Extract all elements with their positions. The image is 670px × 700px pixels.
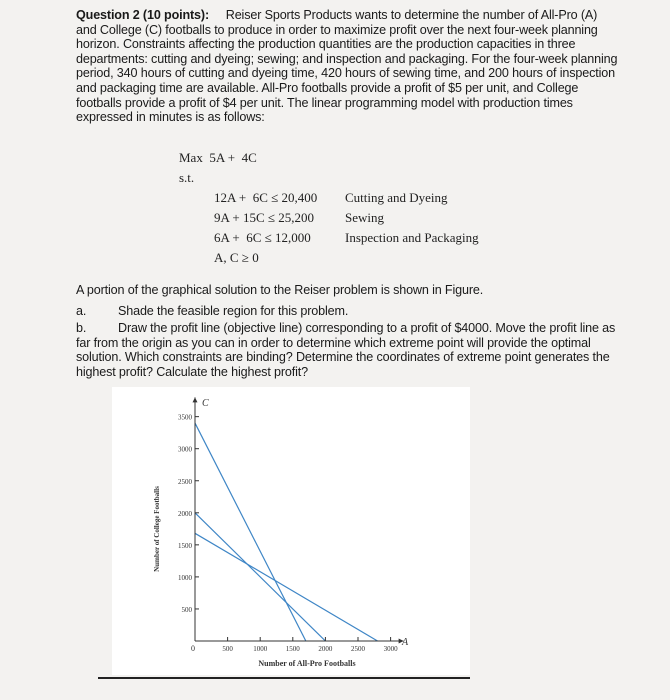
constraint-expression: 12A + 6C ≤ 20,400 (214, 190, 318, 205)
x-tick-label: 500 (222, 645, 233, 653)
x-tick-label: 2500 (351, 645, 365, 653)
origin-label: 0 (191, 644, 195, 653)
y-tick-label: 500 (181, 605, 192, 614)
task-a (76, 304, 616, 319)
y-tick-label: 1000 (178, 573, 192, 582)
constraint-expression: 9A + 15C ≤ 25,200 (214, 210, 315, 225)
constraint-label: Cutting and Dyeing (345, 190, 448, 205)
subject-to-label: s.t. (179, 170, 195, 185)
tasks-intro: A portion of the graphical solution to the Reiser problem is shown in Figure. (76, 283, 484, 297)
constraint-row (214, 210, 479, 230)
task-b-text: Draw the profit line (objective line) corresponding to a profit of $4000. Move the profit line as far from the origin as you can in order to determine which extreme point will provide the optimal solution. Which constraints are binding? Determine the coordinates of extreme point generates the highest profit? Calculate the highest profit? (76, 321, 616, 379)
question-heading: Question 2 (10 points): (76, 8, 209, 22)
tasks (76, 283, 616, 380)
constraint-list (214, 190, 479, 270)
constraint-line-cutting-and-dyeing (195, 423, 306, 641)
x-tick-label: 1500 (285, 645, 300, 653)
constraint-row (214, 250, 479, 270)
nonnegativity-constraint: A, C ≥ 0 (214, 250, 259, 265)
constraint-label: Inspection and Packaging (345, 230, 479, 245)
graphical-solution-figure (112, 387, 470, 675)
task-b-label: b. (76, 321, 87, 336)
x-axis-label: Number of All-Pro Footballs (258, 659, 356, 668)
bottom-rule (98, 677, 470, 679)
x-tick-label: 2000 (318, 645, 333, 653)
y-tick-label: 2000 (178, 509, 192, 518)
y-axis-label: Number of College Footballs (153, 486, 161, 572)
constraint-line-inspection-and-packaging (195, 513, 325, 641)
constraint-line-sewing (195, 533, 378, 641)
constraint-label: Sewing (345, 210, 384, 225)
x-tick-label: 3000 (383, 645, 398, 653)
objective-function: Max 5A + 4C (179, 150, 257, 165)
y-tick-label: 1500 (178, 541, 192, 550)
constraint-row (214, 190, 479, 210)
constraint-expression: 6A + 6C ≤ 12,000 (214, 230, 311, 245)
task-b (76, 321, 616, 379)
task-a-text: Shade the feasible region for this problem. (118, 303, 349, 318)
y-tick-label: 3500 (178, 413, 192, 422)
y-tick-label: 3000 (178, 445, 192, 454)
y-axis-arrow (193, 397, 198, 402)
question-body: Reiser Sports Products wants to determine the number of All-Pro (A) and College (C) footballs to produce in order to maximize profit over the next four-week planning horizon. Constraints affecting the production quantities are the production capacities in three departments: cutting and dyeing; sewing; and inspection and packaging. For the four-week planning period, 340 hours of cutting and dyeing time, 420 hours of sewing time, and 200 hours of inspection and packaging time are available. All-Pro footballs provide a profit of $5 per unit, and College footballs provide a profit of $4 per unit. The linear programming model with production times expressed in minutes is as follows: (76, 8, 618, 125)
y-tick-label: 2500 (178, 477, 192, 486)
constraint-row (214, 230, 479, 250)
question-text (76, 8, 621, 125)
x-axis-letter: A (402, 637, 409, 648)
task-a-label: a. (76, 303, 87, 318)
y-axis-letter: C (202, 398, 209, 409)
x-tick-label: 1000 (253, 645, 268, 653)
constraint-chart (112, 387, 470, 675)
